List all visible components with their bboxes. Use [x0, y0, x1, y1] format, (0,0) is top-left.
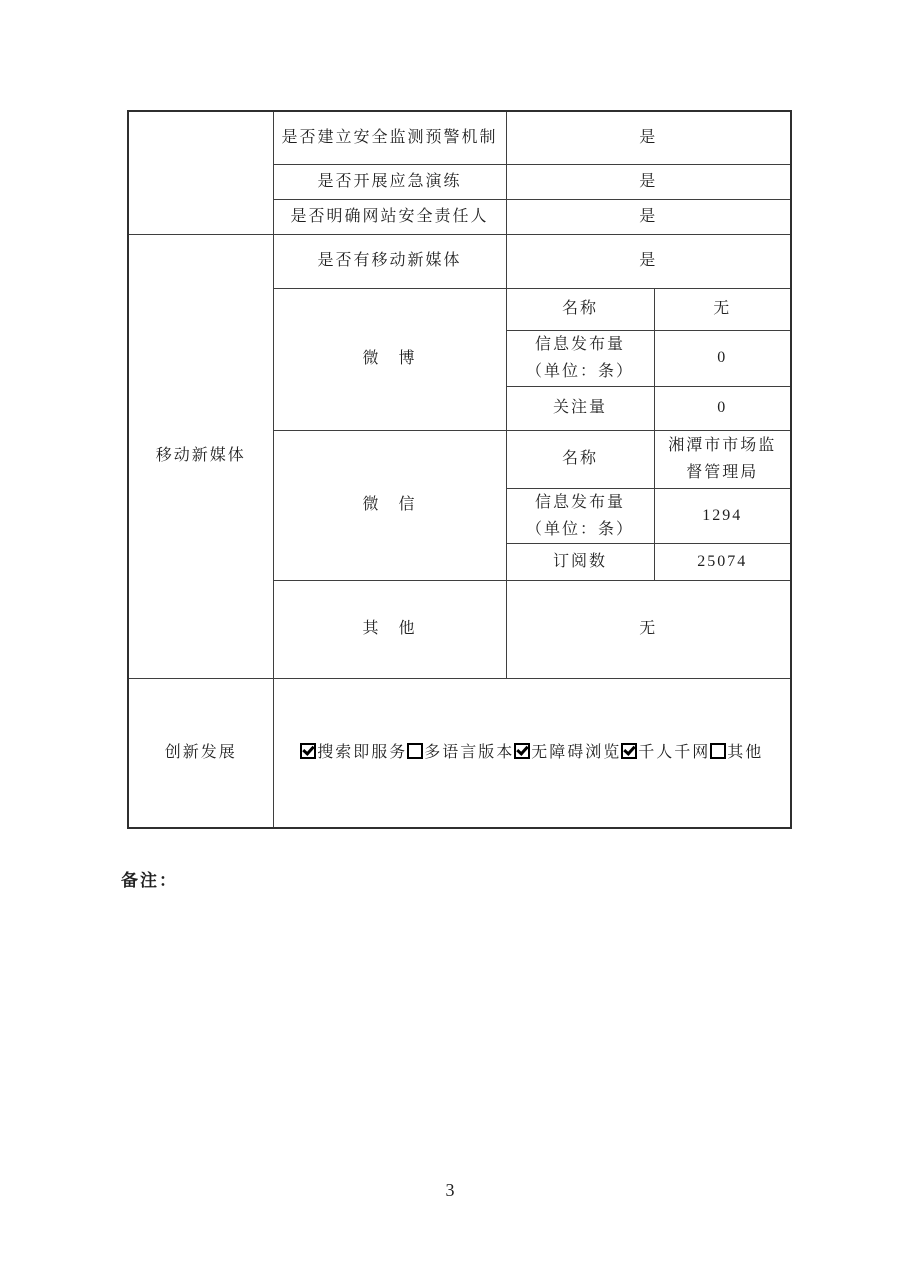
- remark-label: 备注：: [121, 871, 178, 890]
- question-cell: [273, 111, 506, 164]
- checkbox-icon: [407, 743, 423, 759]
- wechat-name-value: 湘潭市市场监督管理局: [668, 437, 777, 481]
- field-label-line1: 信息发布量: [534, 493, 625, 511]
- checkbox-label: 千人千网: [638, 743, 711, 761]
- field-label-line1: 信息发布量: [534, 336, 625, 353]
- innovation-option: [300, 744, 407, 761]
- checkbox-label: 其他: [727, 743, 764, 761]
- table-row: [128, 678, 791, 828]
- field-value-cell: 25074: [654, 543, 791, 580]
- section-cell-innovation: 创新发展: [128, 678, 273, 828]
- answer-cell: 是: [506, 199, 791, 234]
- checkbox-icon: [514, 743, 530, 759]
- other-media-value-cell: 无: [506, 580, 791, 678]
- checkbox-label: 无障碍浏览: [531, 743, 622, 761]
- checkbox-label: 搜索即服务: [317, 743, 408, 761]
- table-row: [128, 111, 791, 164]
- field-label-cell: 关注量: [506, 386, 654, 430]
- field-label-cell: 名称: [506, 430, 654, 488]
- question-cell: 是否明确网站安全责任人: [273, 199, 506, 234]
- innovation-option: [710, 744, 763, 761]
- innovation-option: [407, 744, 514, 761]
- innovation-option: [621, 744, 710, 761]
- question-cell: 是否开展应急演练: [273, 164, 506, 199]
- field-label-cell: 订阅数: [506, 543, 654, 580]
- field-label-line2: （单位：条）: [525, 363, 634, 380]
- answer-cell: 是: [506, 234, 791, 288]
- field-value-cell: 1294: [654, 488, 791, 543]
- field-value-cell: 0: [654, 386, 791, 430]
- other-media-label-cell: 其 他: [273, 580, 506, 678]
- innovation-options-line: [278, 740, 787, 766]
- table-row: [128, 234, 791, 288]
- innovation-option: [514, 744, 621, 761]
- field-label-cell: 名称: [506, 288, 654, 330]
- question-text: 是否建立安全监测预警机制: [281, 129, 498, 147]
- field-label-line2: （单位：条）: [525, 520, 634, 538]
- field-value-cell: 0: [654, 330, 791, 386]
- innovation-options-cell: [273, 678, 791, 828]
- checkbox-icon: [621, 743, 637, 759]
- page-number: 3: [445, 1180, 455, 1200]
- field-value-cell: 无: [654, 288, 791, 330]
- field-value-cell: [654, 430, 791, 488]
- annual-report-table: [127, 110, 792, 829]
- field-label-cell: [506, 330, 654, 386]
- question-cell: 是否有移动新媒体: [273, 234, 506, 288]
- checkbox-label: 多语言版本: [424, 743, 515, 761]
- field-label-cell: [506, 488, 654, 543]
- checkbox-icon: [300, 743, 316, 759]
- answer-cell: 是: [506, 164, 791, 199]
- weibo-label-cell: 微 博: [273, 288, 506, 430]
- section-cell-mobile-media: 移动新媒体: [128, 234, 273, 678]
- checkbox-icon: [710, 743, 726, 759]
- section-cell-empty: [128, 111, 273, 234]
- wechat-label-cell: 微 信: [273, 430, 506, 580]
- answer-cell: 是: [506, 111, 791, 164]
